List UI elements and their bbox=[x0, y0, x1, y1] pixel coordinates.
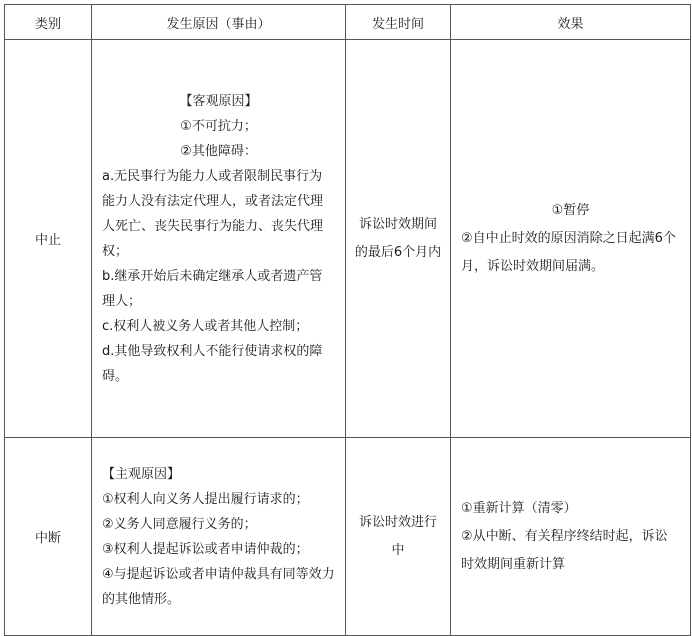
time-cell bbox=[346, 40, 451, 438]
effect-cell bbox=[451, 40, 691, 438]
table-row-interruption bbox=[5, 438, 691, 636]
category-cell: 中止 bbox=[5, 40, 92, 438]
header-effect: 效果 bbox=[451, 5, 691, 40]
effect-line: ①重新计算（清零） bbox=[461, 500, 577, 516]
reason-item: ③权利人提起诉讼或者申请仲裁的； bbox=[102, 541, 309, 557]
header-time: 发生时间 bbox=[346, 5, 451, 40]
reason-item: a.无民事行为能力人或者限制民事行为能力人没有法定代理人，或者法定代理人死亡、丧失民事行为能力、丧失代理权； bbox=[102, 168, 324, 259]
reason-line: ①不可抗力； bbox=[180, 118, 257, 134]
reason-line: ②其他障碍： bbox=[180, 143, 257, 159]
table-header-row bbox=[5, 5, 691, 40]
time-text: 诉讼时效期间的最后6个月内 bbox=[354, 216, 442, 260]
reason-item: ②义务人同意履行义务的； bbox=[102, 516, 257, 532]
reason-item: b.继承开始后未确定继承人或者遗产管理人； bbox=[102, 268, 323, 309]
table-row-suspension bbox=[5, 40, 691, 438]
header-reason: 发生原因（事由） bbox=[92, 5, 346, 40]
effect-line: ②从中断、有关程序终结时起，诉讼时效期间重新计算 bbox=[461, 528, 668, 572]
effect-line: ②自中止时效的原因消除之日起满6个月，诉讼时效期间届满。 bbox=[461, 230, 676, 274]
reason-item: c.权利人被义务人或者其他人控制； bbox=[102, 318, 309, 334]
reason-cell bbox=[92, 438, 346, 636]
effect-cell bbox=[451, 438, 691, 636]
time-cell bbox=[346, 438, 451, 636]
reason-heading: 【主观原因】 bbox=[102, 466, 181, 482]
category-cell: 中断 bbox=[5, 438, 92, 636]
reason-heading: 【客观原因】 bbox=[179, 93, 258, 109]
statute-limitation-table bbox=[4, 4, 691, 636]
effect-line: ①暂停 bbox=[551, 202, 590, 218]
header-category: 类别 bbox=[5, 5, 92, 40]
time-text: 诉讼时效进行中 bbox=[358, 514, 437, 558]
reason-item: d.其他导致权利人不能行使请求权的障碍。 bbox=[102, 343, 323, 384]
reason-cell bbox=[92, 40, 346, 438]
reason-item: ①权利人向义务人提出履行请求的； bbox=[102, 491, 309, 507]
reason-item: ④与提起诉讼或者申请仲裁具有同等效力的其他情形。 bbox=[102, 566, 335, 607]
